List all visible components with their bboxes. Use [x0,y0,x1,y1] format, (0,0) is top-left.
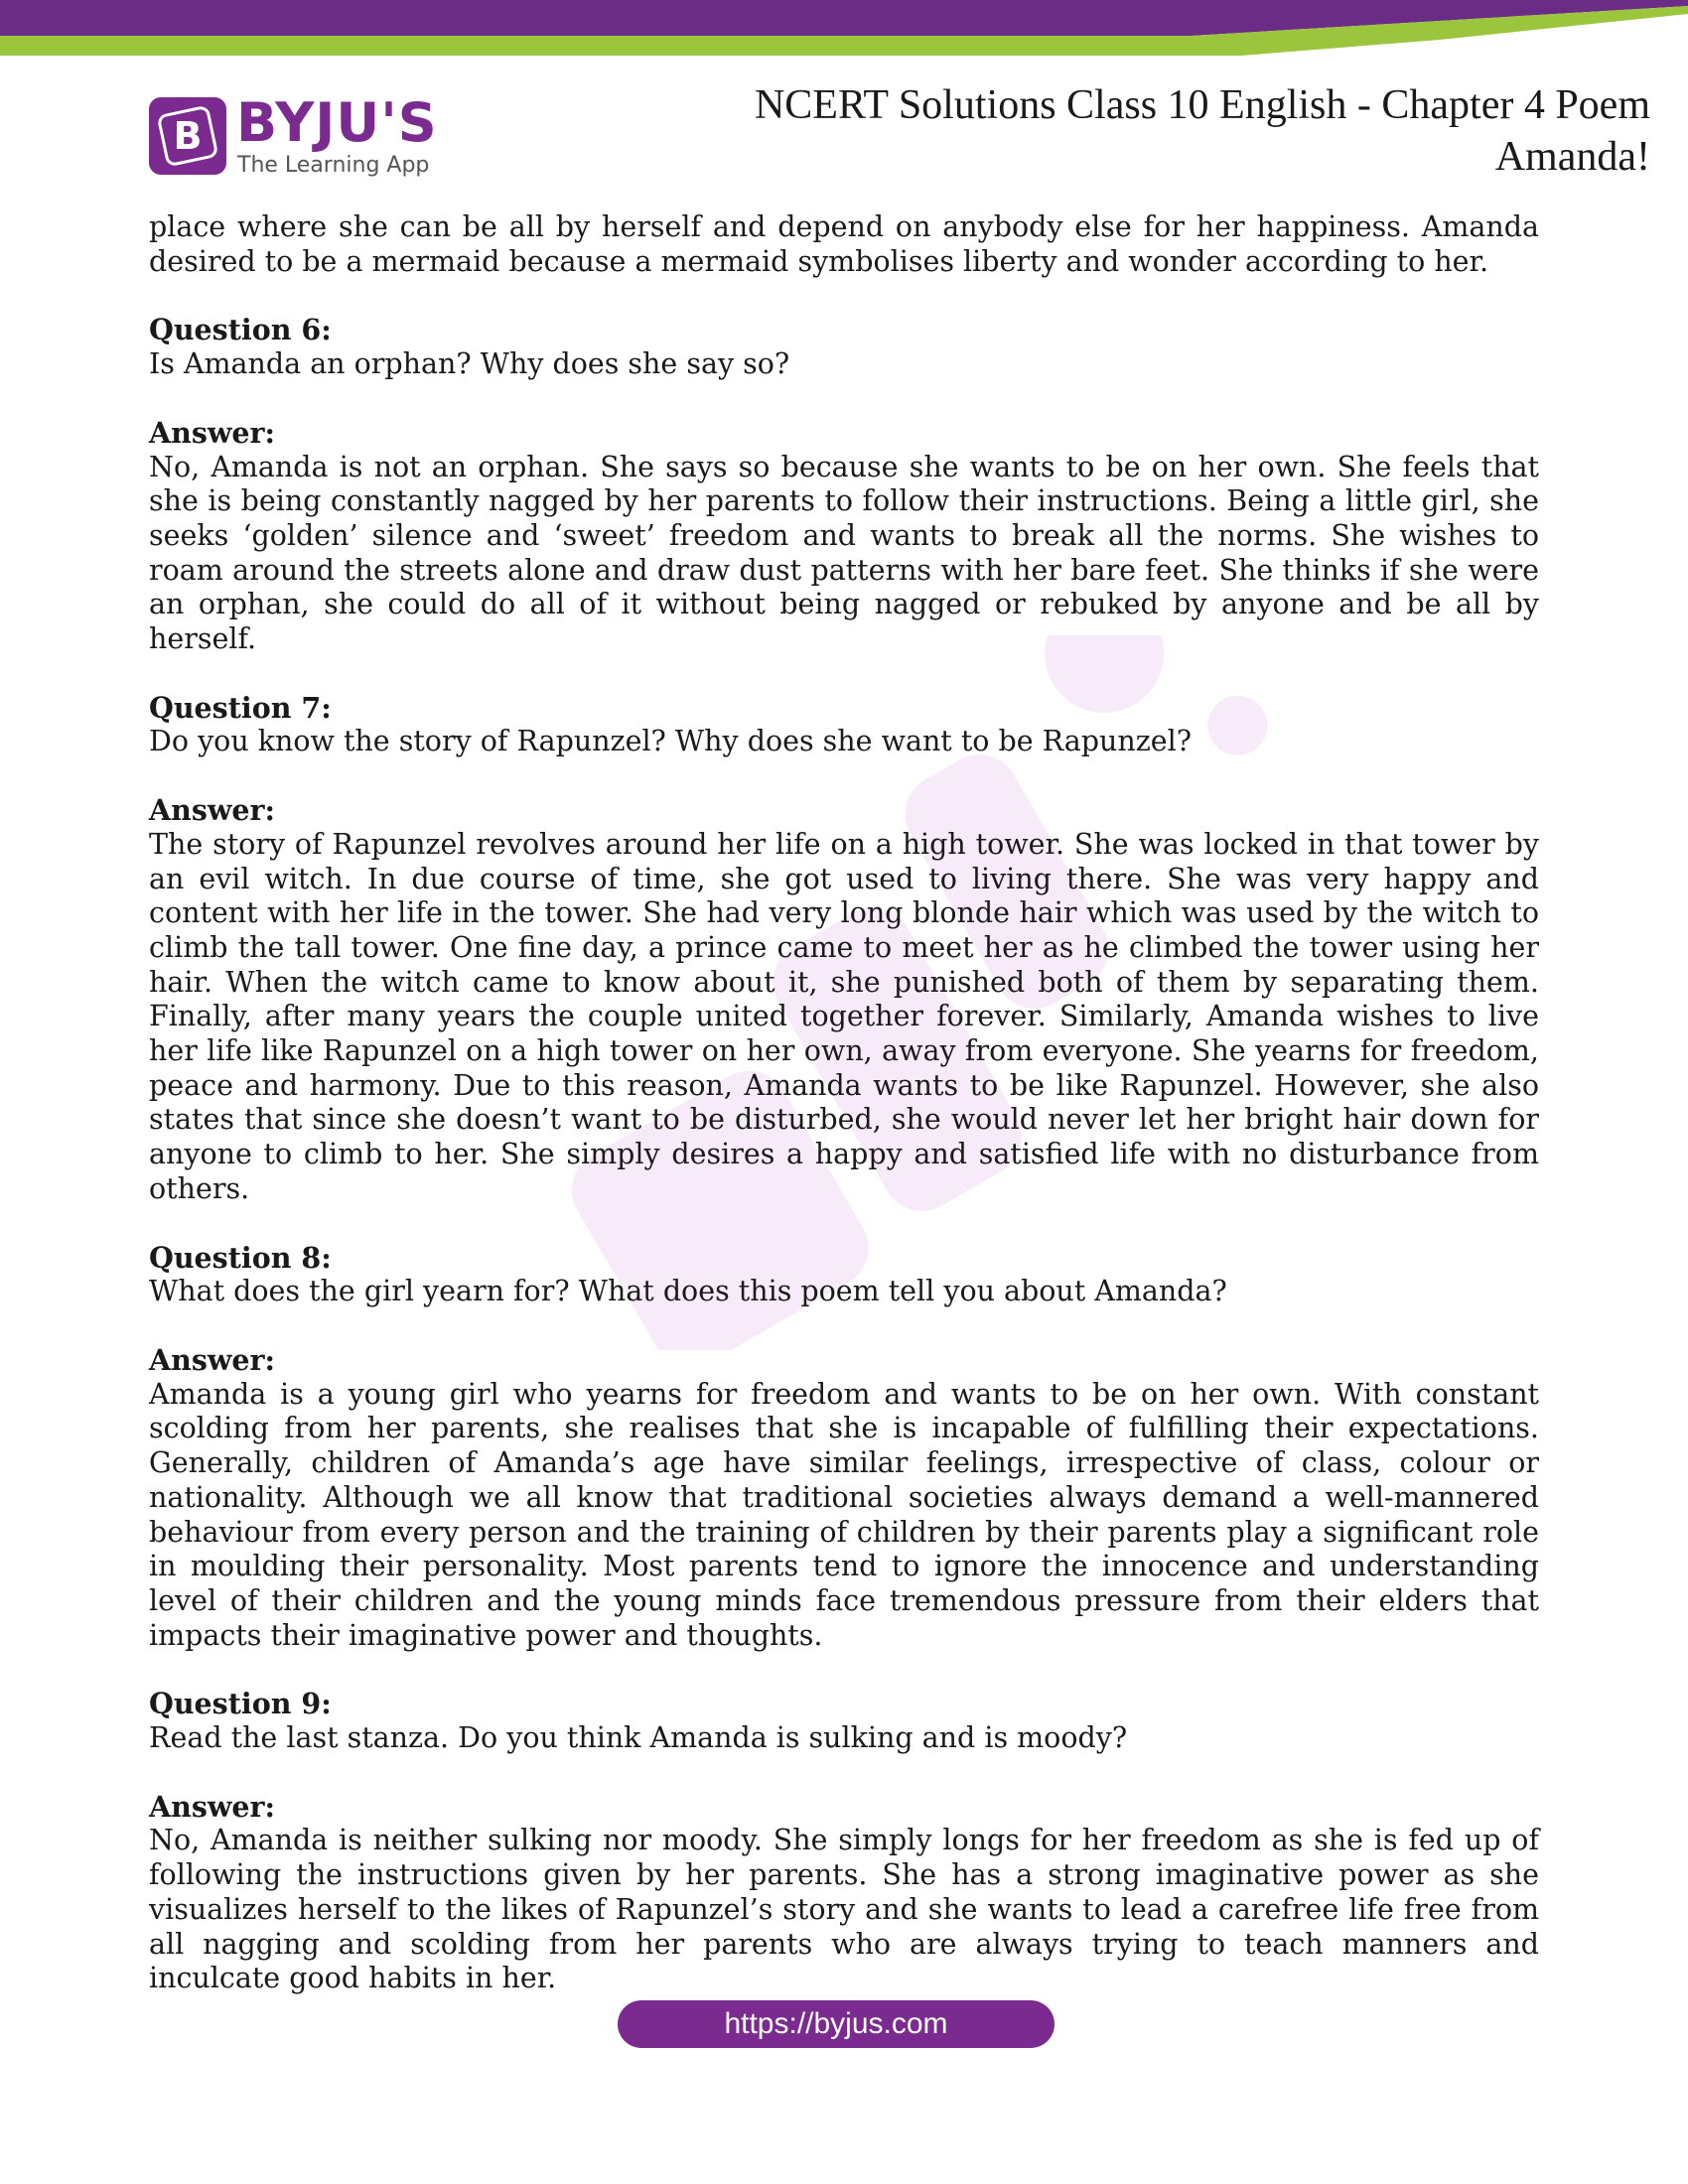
question-text: What does the girl yearn for? What does this poem tell you about Amanda? [149,1275,1227,1308]
svg-text:B: B [173,114,203,158]
answer-label: Answer: [149,1789,276,1824]
answer-block [149,793,1539,1206]
document-title-line-2: Amanda! [1494,134,1650,180]
answer-label: Answer: [149,793,276,828]
answer-block [149,1790,1539,1996]
footer-url-link[interactable]: https://byjus.com [618,2000,1055,2048]
question-block [149,1241,1539,1309]
answer-label: Answer: [149,1342,276,1377]
answer-block [149,416,1539,657]
answer-label: Answer: [149,415,276,450]
logo-name: BYJU'S [236,91,438,154]
question-text: Do you know the story of Rapunzel? Why does she want to be Rapunzel? [149,725,1192,758]
answer-text: Amanda is a young girl who yearns for freedom and wants to be on her own. With constant scolding from her parents, she realises that she is incapable of fulfilling their expectations. Generally, children of Amanda’s age have similar feelings, irrespective of class, colour or nationality. Although we all know that traditional societies always demand a well-mannered behaviour from every person and the training of children by their parents play a significant role in moulding their personality. Most parents tend to ignore the innocence and understanding level of their children and the young minds face tremendous pressure from their elders that impacts their imaginative power and thoughts. [149,1377,1539,1652]
answer-text: No, Amanda is neither sulking nor moody. She simply longs for her freedom as she is fed up of following the instructions given by her parents. She has a strong imaginative power as she visualizes herself to the likes of Rapunzel’s story and she wants to lead a carefree life free from all nagging and scolding from her parents who are always trying to teach manners and inculcate good habits in her. [149,1824,1539,1995]
logo-tagline: The Learning App [237,153,430,178]
question-block [149,1687,1539,1755]
question-text: Is Amanda an orphan? Why does she say so? [149,347,790,381]
question-block [149,313,1539,381]
byjus-logo [149,91,438,181]
answer-text: The story of Rapunzel revolves around her life on a high tower. She was locked in that tower by an evil witch. In due course of time, she got used to living there. She was very happy and content with her life in the tower. She had very long blonde hair which was used by the witch to climb the tall tower. One fine day, a prince came to meet her as he climbed the tower using her hair. When the witch came to know about it, she punished both of them by separating them. Finally, after many years the couple united together forever. Similarly, Amanda wishes to live her life like Rapunzel on a high tower on her own, away from everyone. She yearns for freedom, peace and harmony. Due to this reason, Amanda wants to be like Rapunzel. However, she also states that since she doesn’t want to be disturbed, she would never let her bright hair down for anyone to climb to her. She simply desires a happy and satisfied life with no disturbance from others. [149,827,1539,1205]
document-title [657,79,1650,183]
question-label: Question 7: [149,690,332,725]
question-label: Question 8: [149,1240,332,1275]
question-label: Question 9: [149,1687,332,1721]
answer-text: No, Amanda is not an orphan. She says so because she wants to be on her own. She feels that she is being constantly nagged by her parents to follow their instructions. Being a little girl, she seeks ‘golden’ silence and ‘sweet’ freedom and wants to break all the norms. She wishes to roam around the streets alone and draw dust patterns with her bare feet. She thinks if she were an orphan, she could do all of it without being nagged or rebuked by anyone and be all by herself. [149,450,1539,656]
document-title-line-1: NCERT Solutions Class 10 English - Chapter 4 Poem [754,82,1650,128]
question-label: Question 6: [149,313,332,347]
answer-block [149,1343,1539,1653]
page-header [0,60,1688,199]
question-text: Read the last stanza. Do you think Amanda is sulking and is moody? [149,1721,1128,1755]
intro-paragraph-block [149,210,1539,279]
question-block [149,691,1539,759]
intro-paragraph: place where she can be all by herself and depend on anybody else for her happiness. Amanda desired to be a mermaid because a mermaid symbolises liberty and wonder according to her. [149,210,1539,278]
top-decorative-band [0,0,1688,60]
document-body [149,210,1539,2030]
byjus-logo-icon [149,97,226,175]
